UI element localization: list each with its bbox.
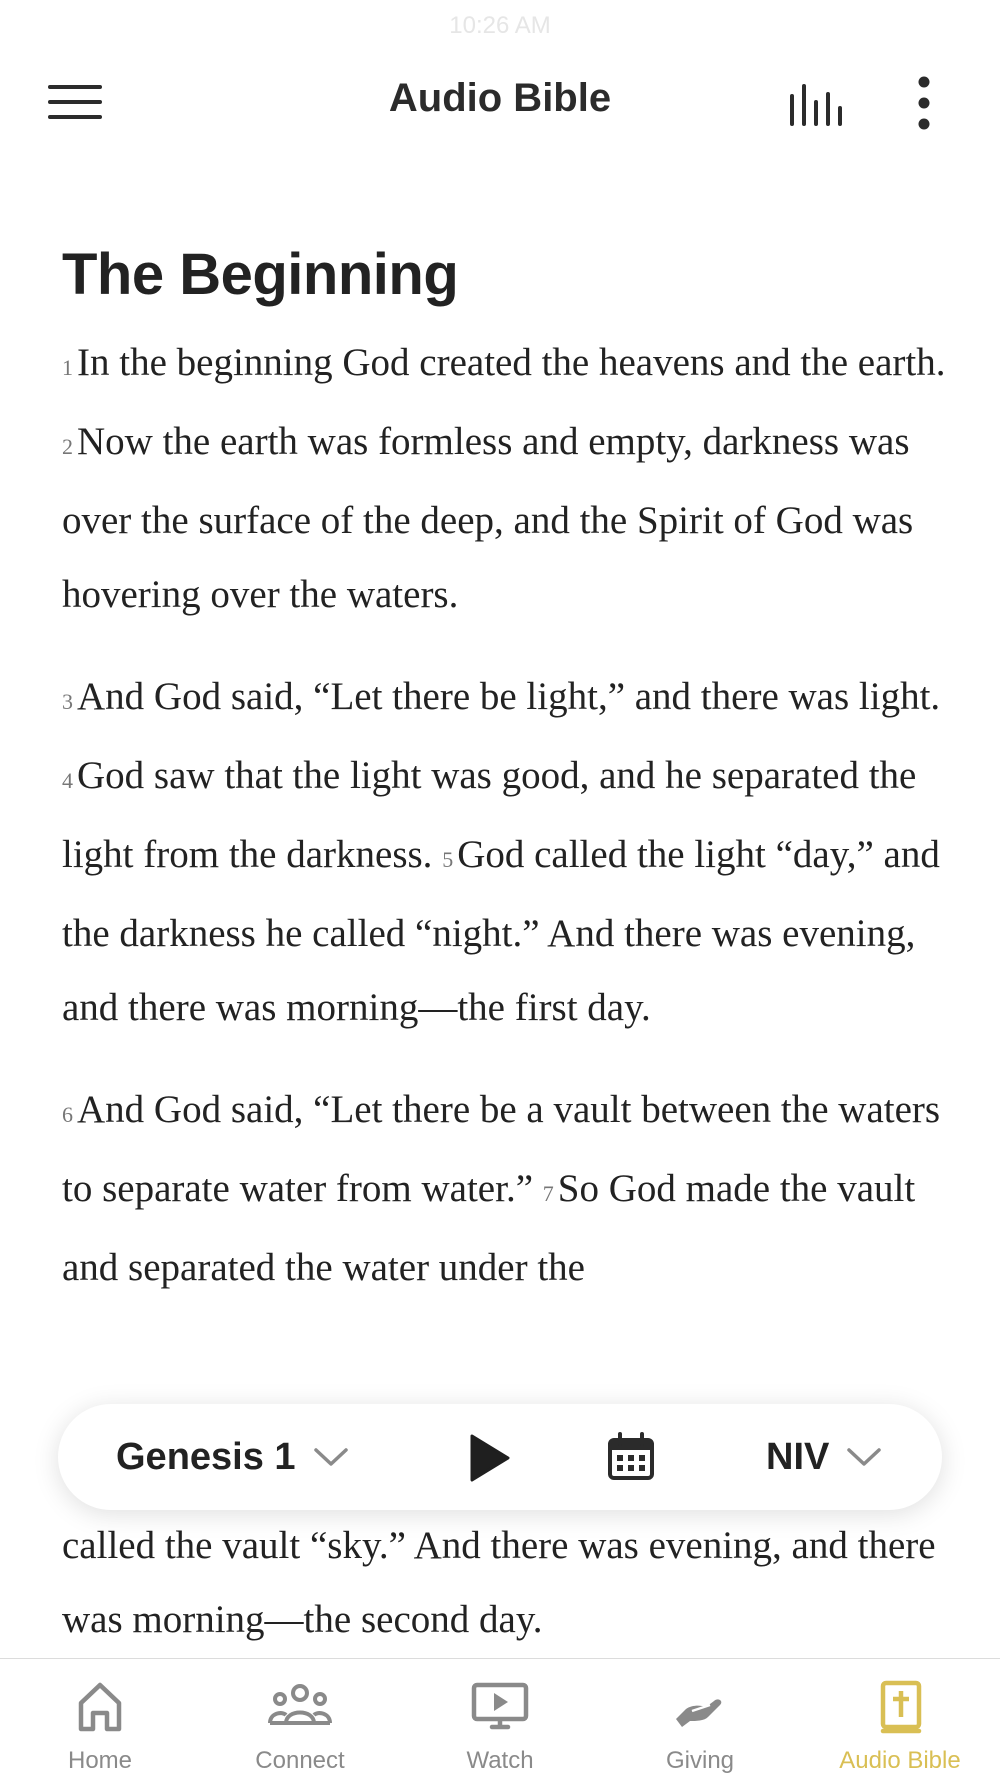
bottom-navigation: [0, 1658, 1000, 1778]
equalizer-icon[interactable]: [788, 82, 846, 126]
play-icon: [460, 1430, 516, 1486]
verse-number: 4: [62, 768, 73, 793]
chevron-down-icon: [314, 1447, 348, 1467]
paragraph: [62, 1073, 952, 1305]
chapter-content: [62, 240, 952, 1305]
status-bar-time: 10:26 AM: [449, 12, 551, 39]
verse-number: 2: [62, 434, 73, 459]
verse-text: And God said, “Let there be light,” and there was light.: [77, 675, 941, 718]
more-vertical-icon[interactable]: [912, 76, 936, 130]
book-chapter-label: Genesis 1: [116, 1435, 296, 1478]
giving-hand-icon: [670, 1679, 730, 1735]
verse-text: And God said, “Let there be a vault between the waters to separate water from water.”: [62, 1088, 941, 1210]
player-control-bar: [58, 1404, 942, 1510]
paragraph-continued: called the vault “sky.” And there was evening, and there was morning—the second day.: [62, 1524, 936, 1641]
book-chapter-selector[interactable]: [116, 1432, 348, 1482]
home-icon: [75, 1679, 125, 1735]
verse-number: 3: [62, 689, 73, 714]
paragraph: [62, 326, 952, 632]
nav-label: Giving: [665, 1747, 735, 1774]
section-heading: The Beginning: [62, 242, 459, 307]
version-selector[interactable]: [766, 1432, 881, 1482]
app-bar: [0, 62, 1000, 142]
verse-text: God saw that the light was good, and he separated the light from the darkness.: [62, 754, 917, 876]
calendar-icon: [606, 1432, 656, 1482]
verse-text: Now the earth was formless and empty, darkness was over the surface of the deep, and the Spirit of God was hovering over the waters.: [62, 420, 914, 616]
chevron-down-icon: [847, 1447, 881, 1467]
video-icon: [470, 1679, 530, 1735]
verse-number: 1: [62, 355, 73, 380]
verse-number: 7: [542, 1181, 554, 1206]
reading-plan-button[interactable]: [606, 1432, 656, 1482]
bible-icon: [875, 1679, 925, 1735]
nav-giving[interactable]: [600, 1659, 800, 1778]
nav-label: Home: [67, 1747, 133, 1774]
nav-label: Connect: [255, 1747, 345, 1774]
nav-label: Audio Bible: [839, 1747, 961, 1774]
app-title: Audio Bible: [388, 76, 612, 120]
verse-text: God called the light “day,” and the darkness he called “night.” And there was evening, and there was morning—the first day.: [62, 833, 940, 1029]
verse-number: 6: [62, 1102, 73, 1127]
nav-audio-bible[interactable]: [800, 1659, 1000, 1778]
paragraph: [62, 660, 952, 1045]
verse-text: So God made the vault and separated the water under the: [62, 1167, 916, 1289]
nav-home[interactable]: [0, 1659, 200, 1778]
nav-watch[interactable]: [400, 1659, 600, 1778]
verse-text: In the beginning God created the heavens and the earth.: [77, 341, 946, 384]
play-button[interactable]: [460, 1430, 516, 1486]
nav-label: Watch: [466, 1747, 534, 1774]
people-icon: [268, 1679, 332, 1735]
verse-number: 5: [442, 847, 454, 872]
version-label: NIV: [766, 1435, 830, 1478]
nav-connect[interactable]: [200, 1659, 400, 1778]
